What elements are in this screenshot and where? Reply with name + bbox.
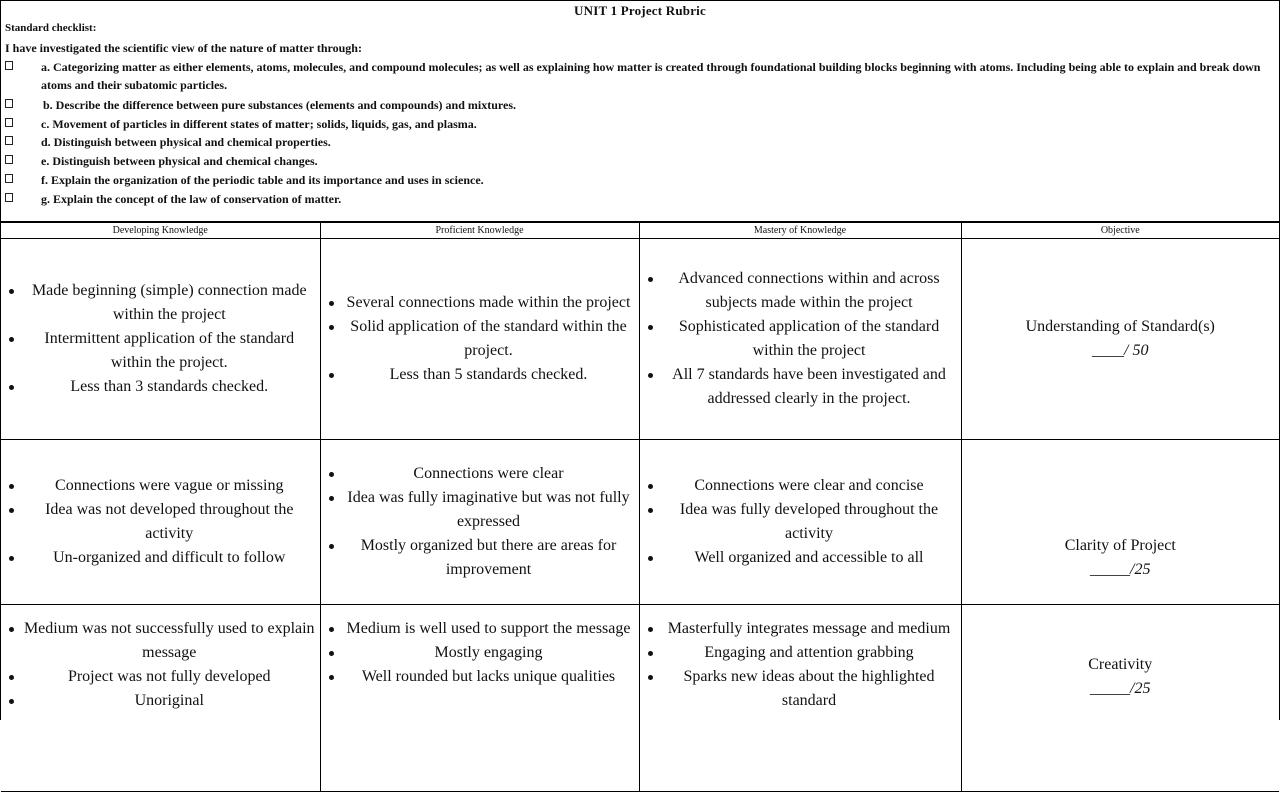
list-item: Solid application of the standard within the project. bbox=[329, 315, 635, 363]
bullet-icon bbox=[648, 484, 653, 489]
list-item: Idea was not developed throughout the activity bbox=[9, 498, 316, 546]
checkbox-icon[interactable] bbox=[5, 155, 13, 164]
list-item: Medium was not successfully used to explain message bbox=[9, 617, 316, 665]
list-item: Well rounded but lacks unique qualities bbox=[329, 665, 635, 689]
list-item: Project was not fully developed bbox=[9, 665, 316, 689]
table-row bbox=[1, 239, 1279, 440]
cell-mastery bbox=[639, 239, 961, 440]
list-item: Un-organized and difficult to follow bbox=[9, 546, 316, 570]
checkbox-icon[interactable] bbox=[5, 174, 13, 183]
checkbox-icon[interactable] bbox=[5, 99, 13, 108]
column-header-objective: Objective bbox=[961, 223, 1279, 239]
bullet-icon bbox=[648, 675, 653, 680]
checkbox-icon[interactable] bbox=[5, 61, 13, 70]
bullet-icon bbox=[9, 385, 14, 390]
list-item: Mostly organized but there are areas for improvement bbox=[329, 534, 635, 582]
list-item: All 7 standards have been investigated and addressed clearly in the project. bbox=[648, 363, 957, 411]
bullet-icon bbox=[329, 675, 334, 680]
list-item: Made beginning (simple) connection made within the project bbox=[9, 279, 316, 327]
score-field[interactable]: _____/25 bbox=[1090, 680, 1151, 697]
cell-objective bbox=[961, 605, 1279, 792]
cell-proficient bbox=[320, 239, 639, 440]
list-item: Connections were clear and concise bbox=[648, 474, 957, 498]
bullet-icon bbox=[9, 556, 14, 561]
bullet-icon bbox=[329, 301, 334, 306]
bullet-icon bbox=[9, 699, 14, 704]
cell-developing bbox=[1, 605, 320, 792]
bullet-icon bbox=[9, 627, 14, 632]
cell-objective bbox=[961, 239, 1279, 440]
bullet-icon bbox=[9, 337, 14, 342]
standard-text: f. Explain the organization of the periodic table and its importance and uses in science. bbox=[41, 173, 484, 187]
bullet-icon bbox=[9, 675, 14, 680]
bullet-icon bbox=[329, 651, 334, 656]
list-item: Intermittent application of the standard within the project. bbox=[9, 327, 316, 375]
list-item: Idea was fully developed throughout the activity bbox=[648, 498, 957, 546]
list-item: Sparks new ideas about the highlighted standard bbox=[648, 665, 957, 713]
cell-proficient bbox=[320, 440, 639, 605]
bullet-icon bbox=[648, 508, 653, 513]
cell-mastery bbox=[639, 605, 961, 792]
list-item: Masterfully integrates message and medium bbox=[648, 617, 957, 641]
list-item: Less than 5 standards checked. bbox=[329, 363, 635, 387]
list-item: Sophisticated application of the standard within the project bbox=[648, 315, 957, 363]
page-title: UNIT 1 Project Rubric bbox=[574, 3, 706, 18]
list-item: Connections were vague or missing bbox=[9, 474, 316, 498]
table-row bbox=[1, 605, 1279, 792]
bullet-icon bbox=[648, 373, 653, 378]
bullet-icon bbox=[329, 472, 334, 477]
bullet-icon bbox=[329, 496, 334, 501]
list-item: Mostly engaging bbox=[329, 641, 635, 665]
objective-label: Understanding of Standard(s) bbox=[1025, 318, 1215, 335]
objective-label: Clarity of Project bbox=[1064, 537, 1176, 554]
score-field[interactable]: _____/25 bbox=[1090, 561, 1151, 578]
cell-proficient bbox=[320, 605, 639, 792]
bullet-icon bbox=[329, 325, 334, 330]
column-header-mastery: Mastery of Knowledge bbox=[639, 223, 961, 239]
cell-developing bbox=[1, 239, 320, 440]
bullet-icon bbox=[329, 627, 334, 632]
bullet-icon bbox=[648, 651, 653, 656]
standard-text: a. Categorizing matter as either elements, atoms, molecules, and compound molecules; as well as explaining how matter is created through foundational building blocks beginning with atoms. Including being able to explain and break down atoms and their subatomic particles. bbox=[41, 60, 1261, 92]
list-item: Well organized and accessible to all bbox=[648, 546, 957, 570]
checkbox-icon[interactable] bbox=[5, 136, 13, 145]
standard-text: c. Movement of particles in different states of matter; solids, liquids, gas, and plasma. bbox=[41, 117, 477, 131]
bullet-icon bbox=[9, 289, 14, 294]
standard-text: e. Distinguish between physical and chemical changes. bbox=[41, 154, 318, 168]
checkbox-icon[interactable] bbox=[5, 118, 13, 127]
bullet-icon bbox=[9, 484, 14, 489]
bullet-icon bbox=[648, 627, 653, 632]
cell-mastery bbox=[639, 440, 961, 605]
objective-label: Creativity bbox=[1088, 656, 1153, 673]
table-row bbox=[1, 440, 1279, 605]
list-item: Idea was fully imaginative but was not fully expressed bbox=[329, 486, 635, 534]
cell-objective bbox=[961, 440, 1279, 605]
list-item: Advanced connections within and across subjects made within the project bbox=[648, 267, 957, 315]
checklist-intro: I have investigated the scientific view of the nature of matter through: bbox=[5, 41, 362, 55]
column-header-developing: Developing Knowledge bbox=[1, 223, 320, 239]
checkbox-icon[interactable] bbox=[5, 193, 13, 202]
column-header-proficient: Proficient Knowledge bbox=[320, 223, 639, 239]
bullet-icon bbox=[648, 277, 653, 282]
bullet-icon bbox=[329, 373, 334, 378]
bullet-icon bbox=[648, 325, 653, 330]
standard-text: d. Distinguish between physical and chemical properties. bbox=[41, 135, 331, 149]
rubric-header bbox=[1, 0, 1279, 222]
rubric-table bbox=[1, 222, 1279, 792]
list-item: Several connections made within the project bbox=[329, 291, 635, 315]
bullet-icon bbox=[329, 544, 334, 549]
list-item: Connections were clear bbox=[329, 462, 635, 486]
table-header-row bbox=[1, 223, 1279, 239]
bullet-icon bbox=[648, 556, 653, 561]
standard-text: g. Explain the concept of the law of conservation of matter. bbox=[41, 192, 342, 206]
checklist-label: Standard checklist: bbox=[5, 22, 97, 34]
list-item: Unoriginal bbox=[9, 689, 316, 713]
list-item: Engaging and attention grabbing bbox=[648, 641, 957, 665]
list-item: Less than 3 standards checked. bbox=[9, 375, 316, 399]
list-item: Medium is well used to support the message bbox=[329, 617, 635, 641]
bullet-icon bbox=[9, 508, 14, 513]
standard-text: b. Describe the difference between pure substances (elements and compounds) and mixtures. bbox=[43, 98, 516, 112]
score-field[interactable]: ____/ 50 bbox=[1092, 342, 1149, 359]
cell-developing bbox=[1, 440, 320, 605]
